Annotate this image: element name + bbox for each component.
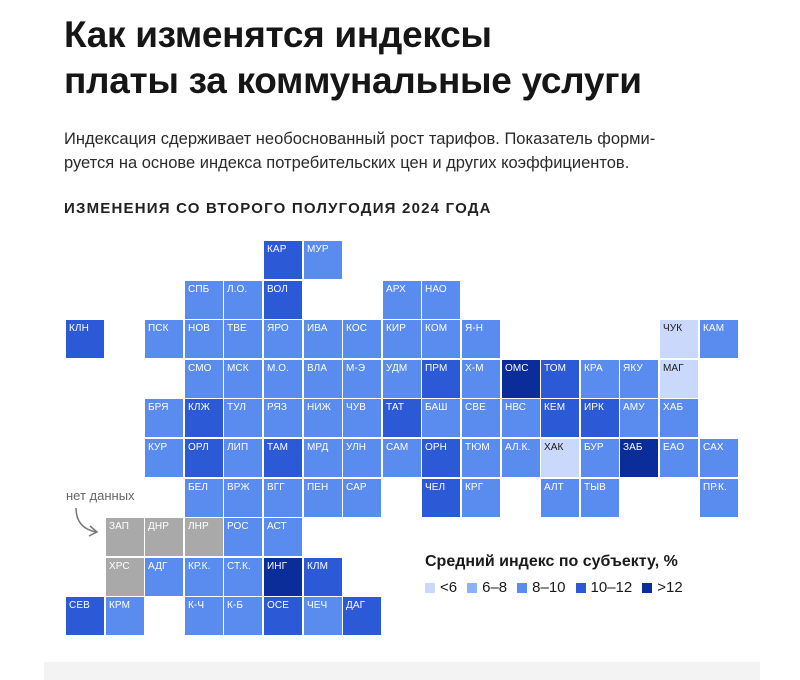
region-tile — [462, 479, 500, 517]
region-tile — [700, 439, 738, 477]
region-tile — [660, 320, 698, 358]
region-tile — [224, 281, 262, 319]
region-tile — [264, 241, 302, 279]
region-tile — [462, 399, 500, 437]
region-code: КРГ — [465, 482, 484, 493]
legend-label: >12 — [657, 579, 683, 596]
region-code: НОВ — [188, 323, 210, 334]
region-tile — [185, 558, 223, 596]
region-code: ТЮМ — [465, 442, 490, 453]
region-tile — [502, 399, 540, 437]
region-code: ОМС — [505, 363, 529, 374]
region-code: ТУЛ — [227, 402, 246, 413]
legend-item-gt12 — [642, 579, 682, 596]
legend-label: 8–10 — [532, 579, 566, 596]
region-tile — [541, 439, 579, 477]
region-tile — [343, 479, 381, 517]
region-tile — [185, 399, 223, 437]
region-code: КЛН — [69, 323, 89, 334]
region-tile — [304, 320, 342, 358]
region-tile — [343, 439, 381, 477]
region-code: ПРМ — [425, 363, 448, 374]
region-tile — [422, 479, 460, 517]
region-code: КИР — [386, 323, 406, 334]
region-code: НВС — [505, 402, 527, 413]
region-code: ЧЕЧ — [307, 600, 328, 611]
legend — [425, 553, 693, 596]
region-code: ХРС — [109, 561, 130, 572]
subtitle-line-2: руется на основе индекса потребительских цен и других коэффициентов. — [64, 154, 630, 172]
region-code: УЛН — [346, 442, 367, 453]
region-tile — [581, 439, 619, 477]
region-tile — [264, 399, 302, 437]
region-code: ЛИП — [227, 442, 249, 453]
region-code: ВГГ — [267, 482, 285, 493]
legend-swatch — [576, 583, 586, 593]
region-code: ЗАП — [109, 521, 130, 532]
legend-swatch — [467, 583, 477, 593]
region-code: ЯКУ — [623, 363, 643, 374]
region-code: КРМ — [109, 600, 131, 611]
region-code: ТОМ — [544, 363, 567, 374]
region-tile — [185, 360, 223, 398]
region-tile — [620, 399, 658, 437]
region-code: РОС — [227, 521, 249, 532]
region-tile — [304, 558, 342, 596]
region-code: АСТ — [267, 521, 287, 532]
region-tile — [383, 439, 421, 477]
region-code: ПЕН — [307, 482, 329, 493]
region-tile — [264, 281, 302, 319]
region-tile — [581, 360, 619, 398]
region-code: СМО — [188, 363, 212, 374]
region-tile — [422, 439, 460, 477]
region-tile — [224, 399, 262, 437]
region-code: КАР — [267, 244, 287, 255]
legend-swatch — [642, 583, 652, 593]
region-tile — [422, 360, 460, 398]
region-tile — [502, 360, 540, 398]
region-code: ЧЕЛ — [425, 482, 446, 493]
region-tile — [185, 281, 223, 319]
region-tile — [462, 320, 500, 358]
region-code: СЕВ — [69, 600, 90, 611]
legend-swatch — [517, 583, 527, 593]
region-tile — [620, 439, 658, 477]
region-code: ЯРО — [267, 323, 289, 334]
legend-item-10-12 — [576, 579, 633, 596]
region-code: АЛТ — [544, 482, 564, 493]
region-tile — [383, 399, 421, 437]
region-code: ЕАО — [663, 442, 685, 453]
region-code: ВРЖ — [227, 482, 250, 493]
region-tile — [343, 360, 381, 398]
region-tile — [224, 360, 262, 398]
region-code: ХАК — [544, 442, 564, 453]
region-code: БАШ — [425, 402, 448, 413]
region-tile — [304, 597, 342, 635]
region-tile — [106, 518, 144, 556]
next-card-edge — [44, 662, 760, 680]
region-tile — [66, 597, 104, 635]
region-tile — [541, 360, 579, 398]
region-code: ДАГ — [346, 600, 366, 611]
region-code: СТ.К. — [227, 561, 251, 572]
region-tile — [185, 439, 223, 477]
region-tile — [581, 399, 619, 437]
region-code: ЗАБ — [623, 442, 643, 453]
region-tile — [700, 320, 738, 358]
region-tile — [224, 439, 262, 477]
region-tile — [185, 479, 223, 517]
region-code: ПСК — [148, 323, 169, 334]
region-code: КЛМ — [307, 561, 329, 572]
region-tile — [224, 597, 262, 635]
region-tile — [422, 320, 460, 358]
region-tile — [502, 439, 540, 477]
region-code: БЕЛ — [188, 482, 209, 493]
region-code: КЕМ — [544, 402, 566, 413]
region-tile — [462, 439, 500, 477]
region-tile — [304, 439, 342, 477]
region-tile — [185, 320, 223, 358]
region-tile — [264, 479, 302, 517]
region-tile — [343, 597, 381, 635]
region-code: КУР — [148, 442, 168, 453]
region-tile — [422, 281, 460, 319]
region-code: НАО — [425, 284, 447, 295]
region-tile — [422, 399, 460, 437]
region-tile — [264, 558, 302, 596]
region-code: ХАБ — [663, 402, 684, 413]
region-code: АЛ.К. — [505, 442, 531, 453]
region-code: ЛНР — [188, 521, 209, 532]
region-code: ВОЛ — [267, 284, 288, 295]
region-code: ОРН — [425, 442, 447, 453]
region-tile — [145, 320, 183, 358]
region-code: КОС — [346, 323, 368, 334]
region-tile — [660, 439, 698, 477]
region-code: КРА — [584, 363, 603, 374]
region-tile — [224, 518, 262, 556]
region-tile — [462, 360, 500, 398]
legend-item-8-10 — [517, 579, 565, 596]
region-code: Я-Н — [465, 323, 484, 334]
region-code: МАГ — [663, 363, 684, 374]
region-code: ТЫВ — [584, 482, 606, 493]
region-tile — [224, 558, 262, 596]
no-data-label: нет данных — [66, 488, 135, 503]
region-code: ПР.К. — [703, 482, 727, 493]
region-tile — [224, 320, 262, 358]
region-code: К-Ч — [188, 600, 205, 611]
region-code: К-Б — [227, 600, 244, 611]
region-tile — [264, 360, 302, 398]
legend-swatch — [425, 583, 435, 593]
region-tile — [224, 479, 262, 517]
region-code: АМУ — [623, 402, 645, 413]
region-code: АДГ — [148, 561, 168, 572]
region-code: СВЕ — [465, 402, 486, 413]
legend-label: <6 — [440, 579, 458, 596]
region-tile — [660, 399, 698, 437]
region-code: ЧУВ — [346, 402, 366, 413]
region-tile — [620, 360, 658, 398]
page-title — [64, 12, 764, 104]
section-title: ИЗМЕНЕНИЯ СО ВТОРОГО ПОЛУГОДИЯ 2024 ГОДА — [64, 200, 492, 217]
region-tile — [541, 399, 579, 437]
legend-item-lt6 — [425, 579, 457, 596]
region-code: КР.К. — [188, 561, 211, 572]
region-tile — [304, 241, 342, 279]
region-tile — [264, 597, 302, 635]
region-code: КАМ — [703, 323, 725, 334]
region-code: МСК — [227, 363, 249, 374]
region-code: БУР — [584, 442, 604, 453]
region-code: ВЛА — [307, 363, 328, 374]
region-code: ТАТ — [386, 402, 405, 413]
region-tile — [264, 439, 302, 477]
region-code: Л.О. — [227, 284, 248, 295]
region-code: ОРЛ — [188, 442, 209, 453]
title-line-1: Как изменятся индексы — [64, 14, 492, 55]
region-tile — [185, 597, 223, 635]
title-line-2: платы за коммунальные услуги — [64, 60, 642, 101]
region-tile — [145, 558, 183, 596]
legend-label: 6–8 — [482, 579, 508, 596]
region-tile — [581, 479, 619, 517]
region-code: КОМ — [425, 323, 448, 334]
no-data-arrow-icon — [70, 506, 110, 542]
region-tile — [185, 518, 223, 556]
region-tile — [383, 360, 421, 398]
region-code: УДМ — [386, 363, 408, 374]
region-code: АРХ — [386, 284, 406, 295]
region-tile — [700, 479, 738, 517]
region-tile — [541, 479, 579, 517]
subtitle-line-1: Индексация сдерживает необоснованный рост тарифов. Показатель форми- — [64, 130, 656, 148]
region-code: ДНР — [148, 521, 169, 532]
region-code: НИЖ — [307, 402, 331, 413]
region-code: ИРК — [584, 402, 604, 413]
region-code: ИВА — [307, 323, 328, 334]
region-code: ИНГ — [267, 561, 288, 572]
region-tile — [145, 518, 183, 556]
legend-label: 10–12 — [590, 579, 633, 596]
region-tile — [145, 399, 183, 437]
region-code: ОСЕ — [267, 600, 289, 611]
region-tile — [660, 360, 698, 398]
region-tile — [106, 558, 144, 596]
region-code: БРЯ — [148, 402, 169, 413]
region-code: ЧУК — [663, 323, 683, 334]
region-code: МРД — [307, 442, 329, 453]
region-code: Х-М — [465, 363, 484, 374]
region-code: ТВЕ — [227, 323, 247, 334]
region-code: М.О. — [267, 363, 290, 374]
region-code: ТАМ — [267, 442, 289, 453]
region-tile — [264, 518, 302, 556]
region-code: САР — [346, 482, 367, 493]
legend-title: Средний индекс по субъекту, % — [425, 553, 678, 570]
region-code: СПБ — [188, 284, 210, 295]
region-tile — [383, 320, 421, 358]
region-tile — [304, 479, 342, 517]
region-code: М-Э — [346, 363, 366, 374]
region-code: КЛЖ — [188, 402, 210, 413]
page-subtitle — [64, 127, 764, 175]
legend-item-6-8 — [467, 579, 507, 596]
region-tile — [264, 320, 302, 358]
region-code: САМ — [386, 442, 409, 453]
region-tile — [145, 439, 183, 477]
region-tile — [304, 399, 342, 437]
region-tile — [343, 399, 381, 437]
region-code: САХ — [703, 442, 724, 453]
region-tile — [304, 360, 342, 398]
legend-items — [425, 579, 693, 596]
region-code: РЯЗ — [267, 402, 288, 413]
region-tile — [343, 320, 381, 358]
region-code: МУР — [307, 244, 329, 255]
region-tile — [383, 281, 421, 319]
region-tile — [66, 320, 104, 358]
region-tile — [106, 597, 144, 635]
